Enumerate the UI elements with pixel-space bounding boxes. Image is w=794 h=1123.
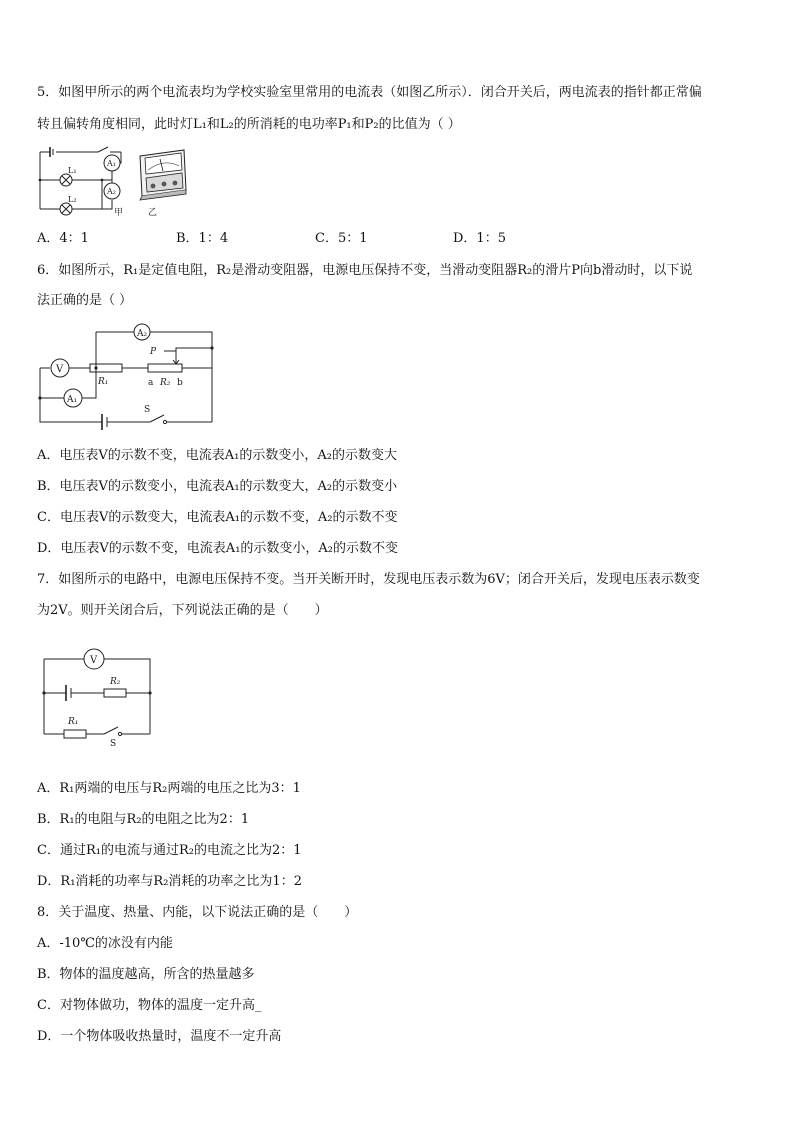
q6-fig-a1: A₁ xyxy=(67,395,78,405)
q6-stem-line1: 6．如图所示，R₁是定值电阻，R₂是滑动变阻器，电源电压保持不变，当滑动变阻器R₂的滑片P向b滑动时，以下说 xyxy=(37,263,693,278)
q5-fig-yi: 乙 xyxy=(148,208,158,218)
q7-fig-r1: R₁ xyxy=(68,717,79,727)
q6-fig-a: a xyxy=(148,378,154,388)
q5-fig-a2: A₂ xyxy=(107,187,116,196)
q6-circuit-figure xyxy=(36,318,222,430)
q7-fig-r2: R₂ xyxy=(110,677,121,687)
q5-stem-line1: 5．如图甲所示的两个电流表均为学校实验室里常用的电流表（如图乙所示）．闭合开关后，两电流表的指针都正常偏 xyxy=(37,85,702,100)
q7-option-a[interactable]: A．R₁两端的电压与R₂两端的电压之比为3：1 xyxy=(37,781,301,796)
q7-option-b[interactable]: B．R₁的电阻与R₂的电阻之比为2：1 xyxy=(37,812,250,827)
q8-stem-line1: 8．关于温度、热量、内能，以下说法正确的是（ ） xyxy=(37,905,358,920)
q6-fig-s: S xyxy=(144,405,151,415)
q8-option-c[interactable]: C．对物体做功，物体的温度一定升高_ xyxy=(37,998,262,1013)
q6-option-d[interactable]: D．电压表V的示数不变，电流表A₁的示数变小，A₂的示数不变 xyxy=(37,541,399,556)
q5-fig-l2: L₂ xyxy=(68,195,77,204)
q6-option-b[interactable]: B．电压表V的示数变小，电流表A₁的示数变大，A₂的示数变小 xyxy=(37,479,398,494)
q6-fig-p: P xyxy=(150,347,157,357)
q7-circuit-figure xyxy=(40,644,160,748)
q5-option-d[interactable]: D．1：5 xyxy=(453,231,506,246)
q5-fig-a1: A₁ xyxy=(107,159,116,168)
q6-fig-b: b xyxy=(177,378,183,388)
q7-fig-v: V xyxy=(90,655,98,666)
q5-fig-l1: L₁ xyxy=(68,166,77,175)
q6-fig-a2: A₂ xyxy=(137,329,148,339)
q5-stem-line2: 转且偏转角度相同，此时灯L₁和L₂的所消耗的电功率P₁和P₂的比值为（ ） xyxy=(37,117,461,132)
q6-option-a[interactable]: A．电压表V的示数不变，电流表A₁的示数变小，A₂的示数变大 xyxy=(37,448,397,463)
q6-option-c[interactable]: C．电压表V的示数变大，电流表A₁的示数不变，A₂的示数不变 xyxy=(37,510,398,525)
q7-option-d[interactable]: D．R₁消耗的功率与R₂消耗的功率之比为1：2 xyxy=(37,874,302,889)
q8-option-a[interactable]: A．-10℃的冰没有内能 xyxy=(37,936,173,951)
q7-fig-s: S xyxy=(110,739,117,748)
q6-stem-line2: 法正确的是（ ） xyxy=(37,293,133,308)
q8-option-b[interactable]: B．物体的温度越高，所含的热量越多 xyxy=(37,967,255,982)
q6-fig-r2: R₂ xyxy=(160,378,171,388)
q8-option-d[interactable]: D．一个物体吸收热量时，温度不一定升高 xyxy=(37,1029,282,1044)
q5-options xyxy=(37,230,757,248)
q7-option-c[interactable]: C．通过R₁的电流与通过R₂的电流之比为2：1 xyxy=(37,843,302,858)
q6-fig-v: V xyxy=(56,364,64,375)
q5-circuit-figure xyxy=(36,142,196,222)
q5-fig-jia: 甲 xyxy=(114,208,124,218)
q5-option-a[interactable]: A．4：1 xyxy=(37,231,89,246)
q5-option-b[interactable]: B．1：4 xyxy=(176,231,229,246)
ammeter-illustration xyxy=(140,150,186,200)
q6-fig-r1: R₁ xyxy=(98,377,109,387)
q5-option-c[interactable]: C．5：1 xyxy=(315,231,368,246)
q7-stem-line1: 7．如图所示的电路中，电源电压保持不变。当开关断开时，发现电压表示数为6V；闭合开关后，发现电压表示数变 xyxy=(37,572,700,587)
q7-stem-line2: 为2V。则开关闭合后，下列说法正确的是（ ） xyxy=(37,603,328,618)
